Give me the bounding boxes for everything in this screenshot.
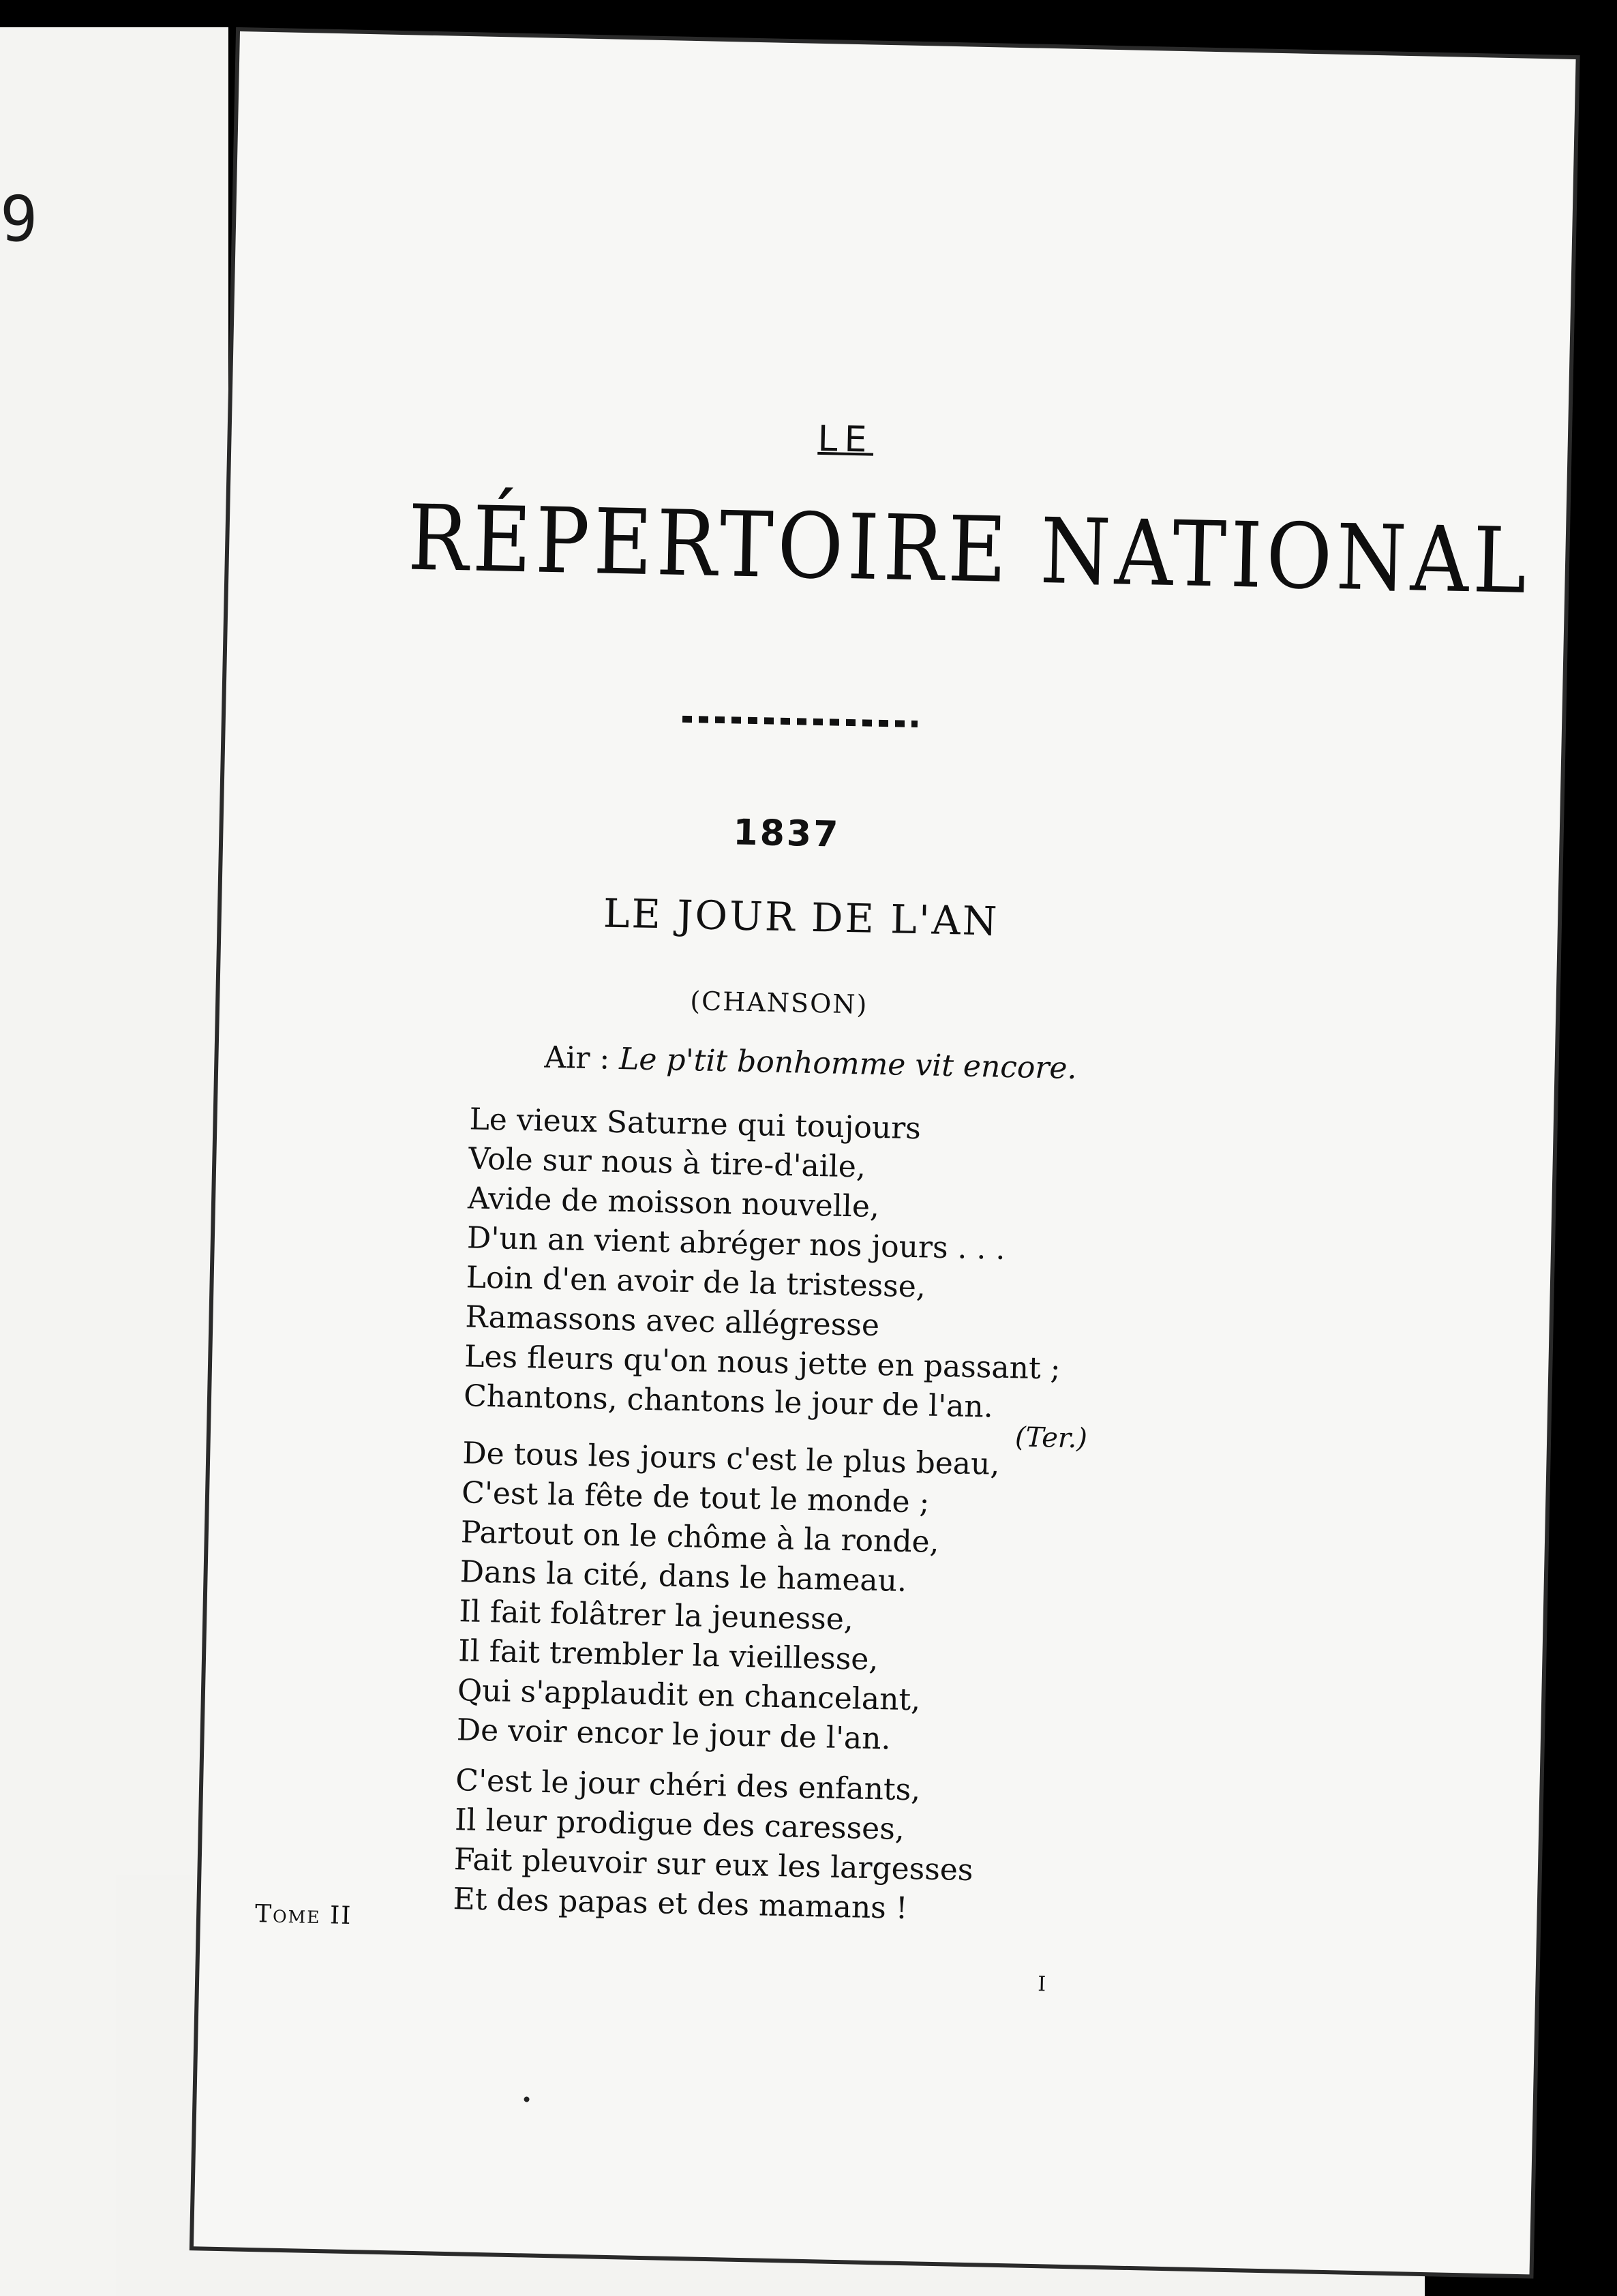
stanza-3: [453, 1761, 975, 1930]
verse-line: Avide de moisson nouvelle,: [467, 1181, 880, 1225]
verse-line: Ramassons avec allégresse: [465, 1299, 880, 1344]
verse-line: Fait pleuvoir sur eux les largesses: [453, 1842, 973, 1888]
verse-line: Chantons, chantons le jour de l'an.: [463, 1378, 994, 1425]
verse-line: Loin d'en avoir de la tristesse,: [466, 1260, 926, 1305]
verse-line: De tous les jours c'est le plus beau,: [462, 1436, 1000, 1482]
verse-line: Et des papas et des mamans !: [453, 1882, 908, 1927]
verse-line: Qui s'applaudit en chancelant,: [457, 1673, 921, 1718]
verse-line: Les fleurs qu'on nous jette en passant ;: [464, 1339, 1061, 1387]
title-article: LE: [817, 418, 875, 461]
previous-page-number: 9: [0, 183, 38, 256]
verse-line: Partout on le chôme à la ronde,: [460, 1515, 940, 1560]
page-content: [194, 31, 1576, 2274]
decorative-rule: [682, 716, 918, 727]
stanza-1: [464, 1100, 1066, 1428]
verse-line: D'un an vient abréger nos jours . . .: [466, 1220, 1006, 1267]
volume-label: Tome II: [254, 1900, 352, 1931]
verse-line: Vole sur nous à tire-d'aile,: [468, 1141, 866, 1185]
signature-mark: I: [1037, 1972, 1046, 1997]
poem-title: LE JOUR DE L'AN: [603, 890, 1000, 945]
verse-line: Il fait trembler la vieillesse,: [457, 1633, 879, 1678]
verse-line: Le vieux Saturne qui toujours: [469, 1102, 922, 1147]
verse-line: De voir encor le jour de l'an.: [456, 1712, 892, 1757]
verse-line: Il leur prodigue des caresses,: [454, 1802, 905, 1847]
verse-line: C'est la fête de tout le monde ;: [461, 1475, 930, 1520]
book-page: [194, 31, 1576, 2274]
poem-year: 1837: [732, 812, 841, 856]
poem-type: (CHANSON): [689, 986, 868, 1020]
verse-line: Il fait folâtrer la jeunesse,: [458, 1594, 854, 1637]
book-title: RÉPERTOIRE NATIONAL: [406, 485, 1532, 614]
air-prefix: Air :: [544, 1040, 610, 1076]
verse-line: C'est le jour chéri des enfants,: [455, 1763, 921, 1808]
air-title: Le p'tit bonhomme vit encore.: [618, 1041, 1078, 1087]
verse-line: Dans la cité, dans le hameau.: [459, 1554, 907, 1599]
air-line: [544, 1040, 1077, 1086]
stanza-2: [456, 1434, 1000, 1761]
repeat-mark: (Ter.): [1014, 1421, 1088, 1455]
ink-speck: [524, 2096, 529, 2102]
